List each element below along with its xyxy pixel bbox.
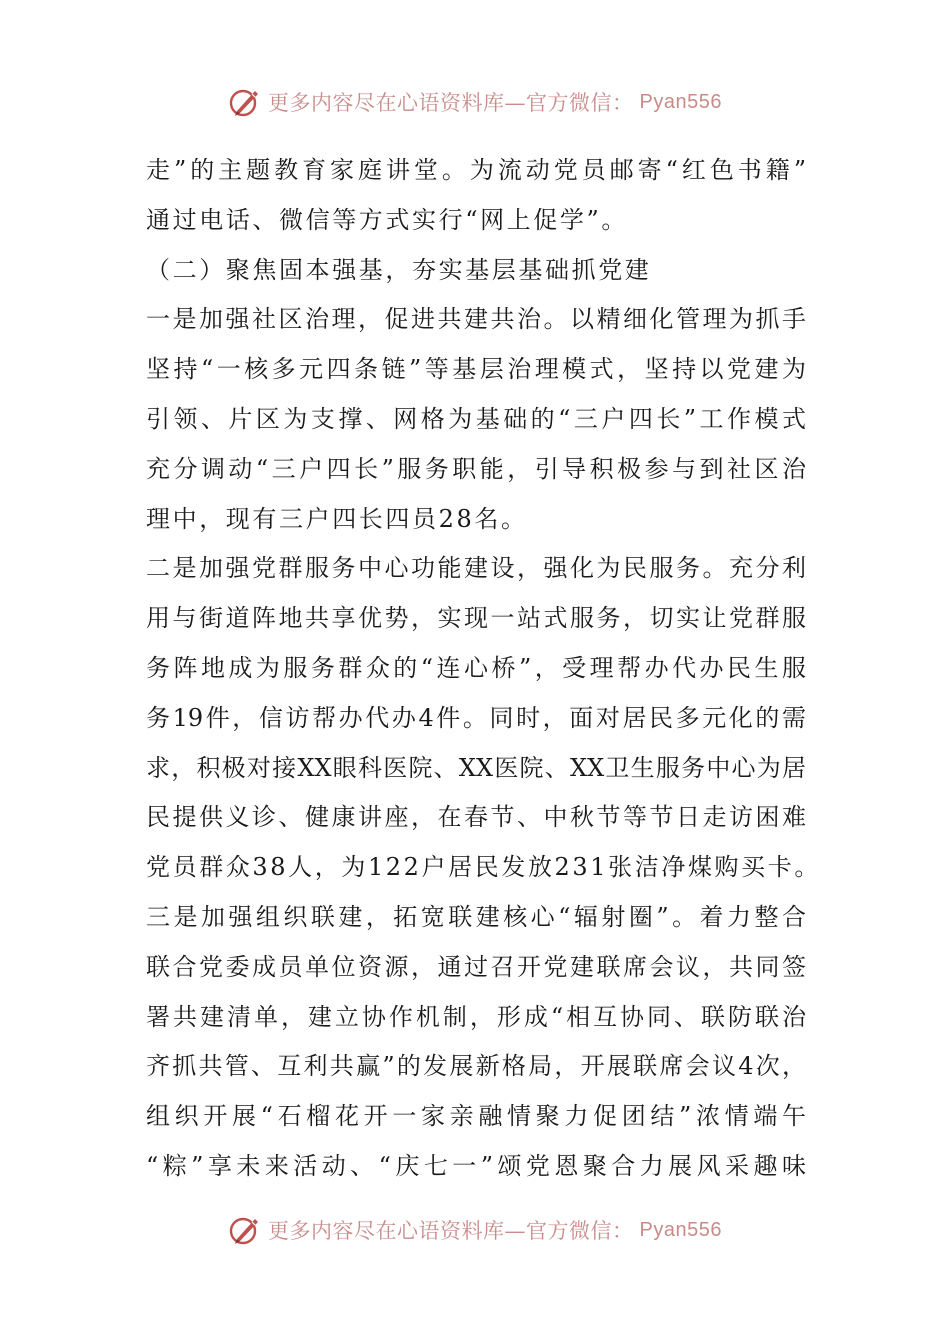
watermark-inner	[228, 1213, 722, 1247]
watermark-inner	[228, 85, 722, 119]
pen-logo-icon	[228, 1213, 262, 1247]
text-line: 联合党委成员单位资源，通过召开党建联席会议，共同签	[146, 952, 806, 981]
text-line: 通过电话、微信等方式实行“网上促学”。	[146, 205, 628, 234]
text-line: 党员群众38人，为122户居民发放231张洁净煤购买卡。	[146, 853, 821, 882]
watermark-wechat-id: Pyan556	[639, 90, 722, 113]
watermark-wechat-id: Pyan556	[639, 1218, 722, 1241]
text-line: 民提供义诊、健康讲座，在春节、中秋节等节日走访困难	[146, 803, 806, 832]
text-line: “粽”享未来活动、“庆七一”颂党恩聚合力展风采趣味	[146, 1151, 806, 1180]
text-line: 齐抓共管、互利共赢”的发展新格局，开展联席会议4次，	[146, 1052, 806, 1081]
watermark-text: 更多内容尽在心语资料库—官方微信：	[268, 91, 634, 115]
text-line: 组织开展“石榴花开一家亲融情聚力促团结”浓情端午	[146, 1102, 806, 1131]
text-line: 二是加强党群服务中心功能建设，强化为民服务。充分利	[146, 554, 806, 583]
text-line: 求，积极对接XX眼科医院、XX医院、XX卫生服务中心为居	[146, 753, 806, 782]
text-line: 务阵地成为服务群众的“连心桥”，受理帮办代办民生服	[146, 653, 806, 682]
text-line: 充分调动“三户四长”服务职能，引导积极参与到社区治	[146, 454, 806, 483]
watermark-header	[0, 84, 950, 120]
text-line: 走”的主题教育家庭讲堂。为流动党员邮寄“红色书籍”	[146, 156, 806, 184]
watermark-footer	[0, 1212, 950, 1248]
text-line: 务19件，信访帮办代办4件。同时，面对居民多元化的需	[146, 703, 806, 732]
text-line: 用与街道阵地共享优势，实现一站式服务，切实让党群服	[146, 604, 806, 633]
text-line: 理中，现有三户四长四员28名。	[146, 504, 528, 533]
text-line: 引领、片区为支撑、网格为基础的“三户四长”工作模式	[146, 404, 806, 433]
text-line: 署共建清单，建立协作机制，形成“相互协同、联防联治	[146, 1002, 806, 1031]
watermark-text: 更多内容尽在心语资料库—官方微信：	[268, 1219, 634, 1243]
text-line: 一是加强社区治理，促进共建共治。以精细化管理为抓手	[146, 305, 806, 334]
pen-logo-icon	[228, 85, 262, 119]
text-line: 三是加强组织联建，拓宽联建核心“辐射圈”。着力整合	[146, 902, 806, 931]
text-line: 坚持“一核多元四条链”等基层治理模式，坚持以党建为	[146, 355, 806, 384]
document-body	[146, 146, 821, 1192]
section-heading: （二）聚焦固本强基，夯实基层基础抓党建	[146, 255, 652, 284]
